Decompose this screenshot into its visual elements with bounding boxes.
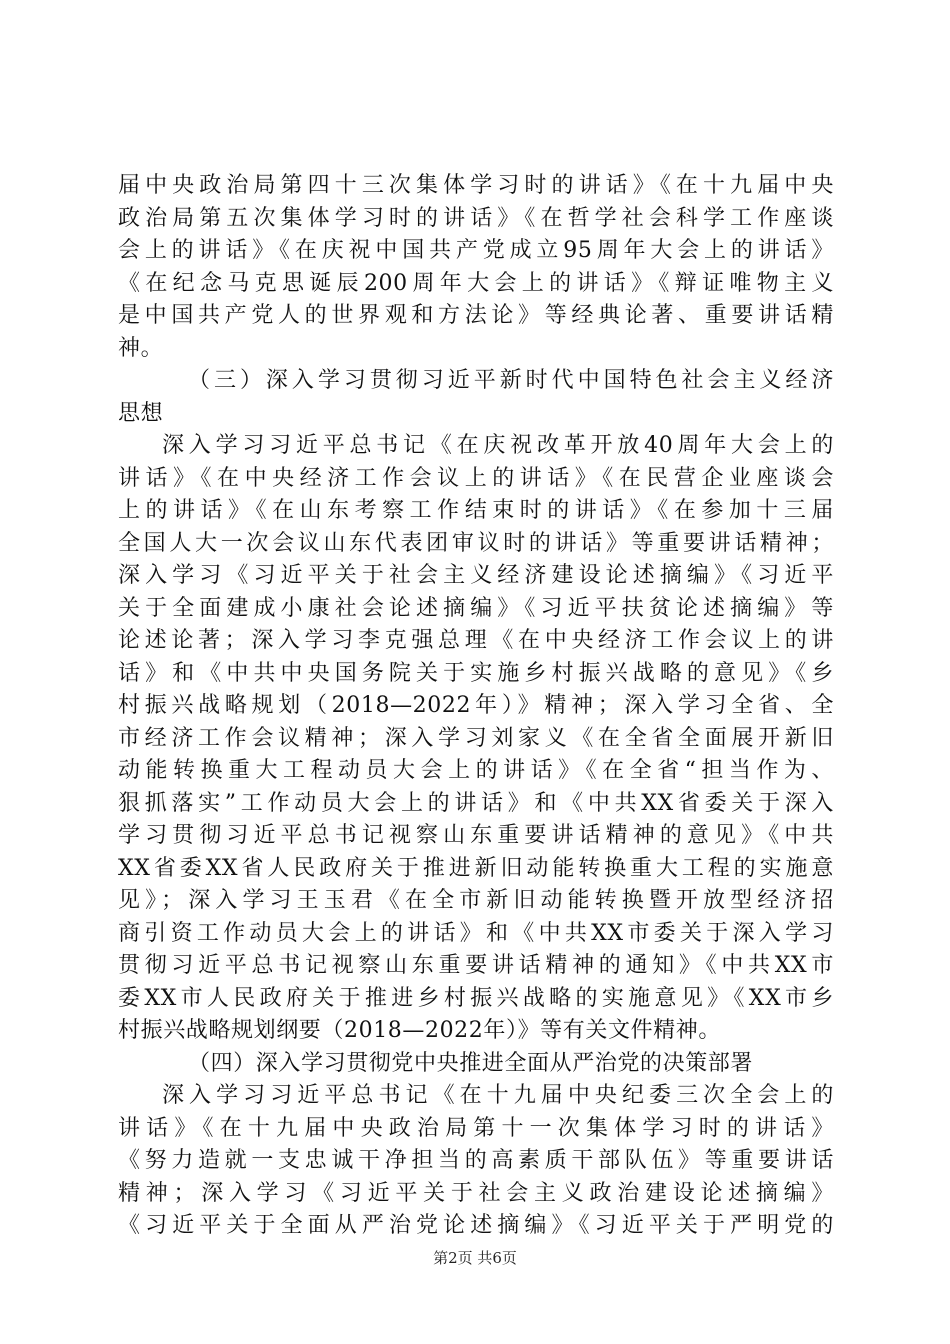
section-heading-four: （四）深入学习贯彻党中央推进全面从严治党的决策部署	[188, 1050, 754, 1076]
text-line: 学习贯彻习近平总书记视察山东重要讲话精神的意见》《中共	[118, 823, 834, 848]
document-body	[118, 170, 834, 1243]
text-line: 上的讲话》《在山东考察工作结束时的讲话》《在参加十三届	[118, 498, 834, 523]
paragraph-start: 深入学习习近平总书记《在庆祝改革开放40周年大会上的	[162, 433, 834, 458]
text-line: 是中国共产党人的世界观和方法论》等经典论著、重要讲话精	[118, 303, 834, 328]
text-line: 关于全面建成小康社会论述摘编》《习近平扶贫论述摘编》等	[118, 595, 834, 621]
text-line: 全国人大一次会议山东代表团审议时的讲话》等重要讲话精神；	[118, 530, 834, 556]
text-line: 商引资工作动员大会上的讲话》和《中共XX市委关于深入学习	[118, 920, 834, 946]
text-line: 话》和《中共中央国务院关于实施乡村振兴战略的意见》《乡	[118, 660, 834, 686]
text-line: 见》；深入学习王玉君《在全市新旧动能转换暨开放型经济招	[118, 888, 834, 913]
text-line: 市经济工作会议精神；深入学习刘家义《在全省全面展开新旧	[118, 725, 834, 751]
text-line: 政治局第五次集体学习时的讲话》《在哲学社会科学工作座谈	[118, 205, 834, 231]
section-heading-three: （三）深入学习贯彻习近平新时代中国特色社会主义经济	[188, 368, 834, 393]
page-footer	[0, 1247, 950, 1268]
text-line: 《习近平关于全面从严治党论述摘编》《习近平关于严明党的	[118, 1213, 834, 1238]
page-number-label: 第2页 共6页	[433, 1249, 517, 1267]
text-line: 委XX市人民政府关于推进乡村振兴战略的实施意见》《XX市乡	[118, 985, 834, 1011]
text-line: 深入学习《习近平关于社会主义经济建设论述摘编》《习近平	[118, 563, 834, 588]
text-line: 贯彻习近平总书记视察山东重要讲话精神的通知》《中共XX市	[118, 953, 834, 978]
text-line: 会上的讲话》《在庆祝中国共产党成立95周年大会上的讲话》	[118, 238, 834, 263]
text-line: 论述论著；深入学习李克强总理《在中央经济工作会议上的讲	[118, 628, 834, 653]
text-line: 狠抓落实”工作动员大会上的讲话》和《中共XX省委关于深入	[118, 790, 834, 816]
text-line: 《在纪念马克思诞辰200周年大会上的讲话》《辩证唯物主义	[118, 270, 834, 296]
paragraph-start: 深入学习习近平总书记《在十九届中央纪委三次全会上的	[162, 1083, 834, 1108]
text-line: 精神；深入学习《习近平关于社会主义政治建设论述摘编》	[118, 1180, 834, 1206]
text-line: 动能转换重大工程动员大会上的讲话》《在全省“担当作为、	[118, 758, 834, 783]
text-line: 讲话》《在十九届中央政治局第十一次集体学习时的讲话》	[118, 1115, 834, 1141]
section-heading-three-cont: 思想	[118, 400, 164, 426]
text-line: 讲话》《在中央经济工作会议上的讲话》《在民营企业座谈会	[118, 465, 834, 491]
text-line: 神。	[118, 335, 164, 361]
text-line: 《努力造就一支忠诚干净担当的高素质干部队伍》等重要讲话	[118, 1148, 834, 1173]
text-line: 村振兴战略规划纲要（2018—2022年）》等有关文件精神。	[118, 1018, 721, 1043]
text-line: 届中央政治局第四十三次集体学习时的讲话》《在十九届中央	[118, 173, 834, 198]
text-line: XX省委XX省人民政府关于推进新旧动能转换重大工程的实施意	[118, 855, 834, 881]
text-line: 村振兴战略规划（2018—2022年）》精神；深入学习全省、全	[118, 693, 834, 718]
